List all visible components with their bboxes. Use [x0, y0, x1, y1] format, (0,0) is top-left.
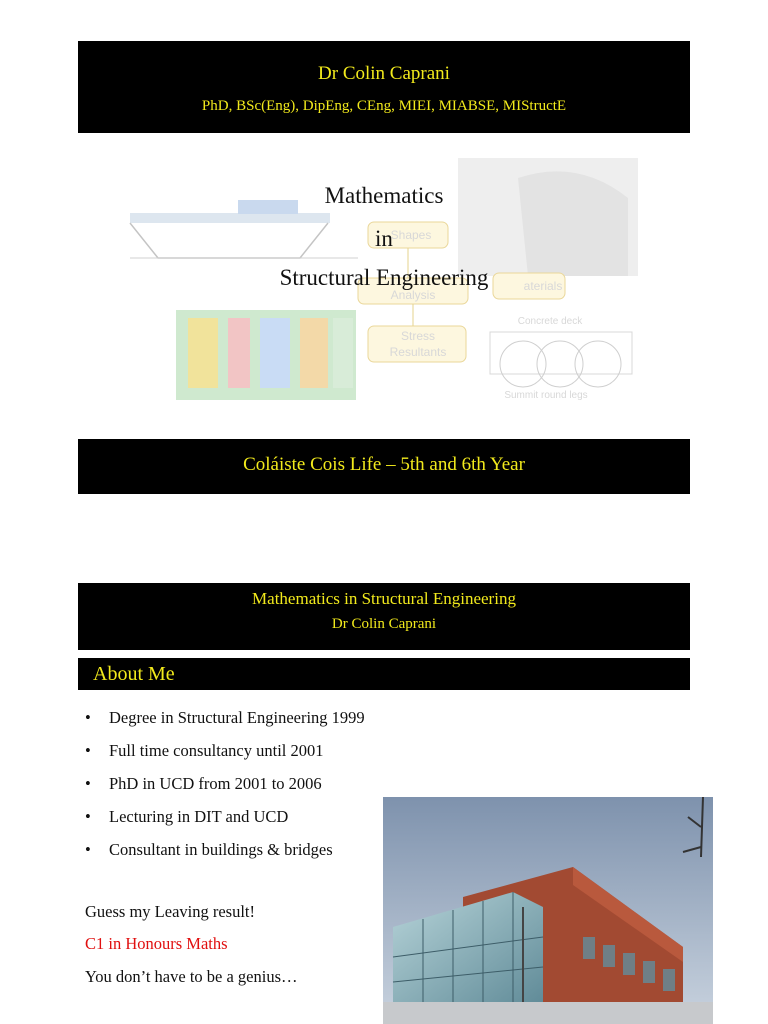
list-item — [85, 803, 365, 836]
title-line-2: in — [375, 226, 393, 251]
bullet-text: Full time consultancy until 2001 — [109, 741, 324, 760]
stress-label: Stress — [400, 329, 435, 343]
building-photo-graphic — [383, 797, 713, 1024]
bullet-icon: • — [85, 840, 91, 859]
list-item — [85, 836, 365, 869]
bullet-icon: • — [85, 807, 91, 826]
title-line-3: Structural Engineering — [279, 265, 489, 290]
about-bullet-list — [85, 704, 365, 869]
slide-header-author: Dr Colin Caprani — [331, 616, 437, 632]
school-banner-text: Coláiste Cois Life – 5th and 6th Year — [243, 454, 525, 475]
author-qualifications: PhD, BSc(Eng), DipEng, CEng, MIEI, MIABSE, MIStructE — [201, 98, 567, 114]
slide-header-title: Mathematics in Structural Engineering — [252, 589, 516, 608]
bullet-text: Lecturing in DIT and UCD — [109, 807, 289, 826]
bullet-icon: • — [85, 741, 91, 760]
title-line-1: Mathematics — [324, 183, 444, 208]
bullet-text: Consultant in buildings & bridges — [109, 840, 333, 859]
section-title-bar — [78, 658, 690, 690]
building-photo — [383, 797, 713, 1024]
bullet-text: PhD in UCD from 2001 to 2006 — [109, 774, 322, 793]
list-item — [85, 770, 365, 803]
legs-label: Summit round legs — [504, 390, 588, 401]
author-banner — [78, 41, 690, 133]
guess-text: Guess my Leaving result! — [85, 902, 256, 921]
shapes-label: Shapes — [390, 228, 432, 242]
author-name: Dr Colin Caprani — [318, 63, 450, 84]
deck-label: Concrete deck — [517, 316, 583, 327]
list-item — [85, 704, 365, 737]
bullet-text: Degree in Structural Engineering 1999 — [109, 708, 365, 727]
resultants-label: Resultants — [389, 345, 447, 359]
slide-header — [78, 583, 690, 650]
bullet-icon: • — [85, 774, 91, 793]
genius-text: You don’t have to be a genius… — [85, 967, 298, 986]
school-banner — [78, 439, 690, 494]
analysis-label: Analysis — [390, 288, 436, 302]
list-item — [85, 737, 365, 770]
bullet-icon: • — [85, 708, 91, 727]
materials-label: aterials — [523, 279, 563, 293]
result-text: C1 in Honours Maths — [85, 934, 228, 953]
section-title: About Me — [93, 663, 175, 685]
